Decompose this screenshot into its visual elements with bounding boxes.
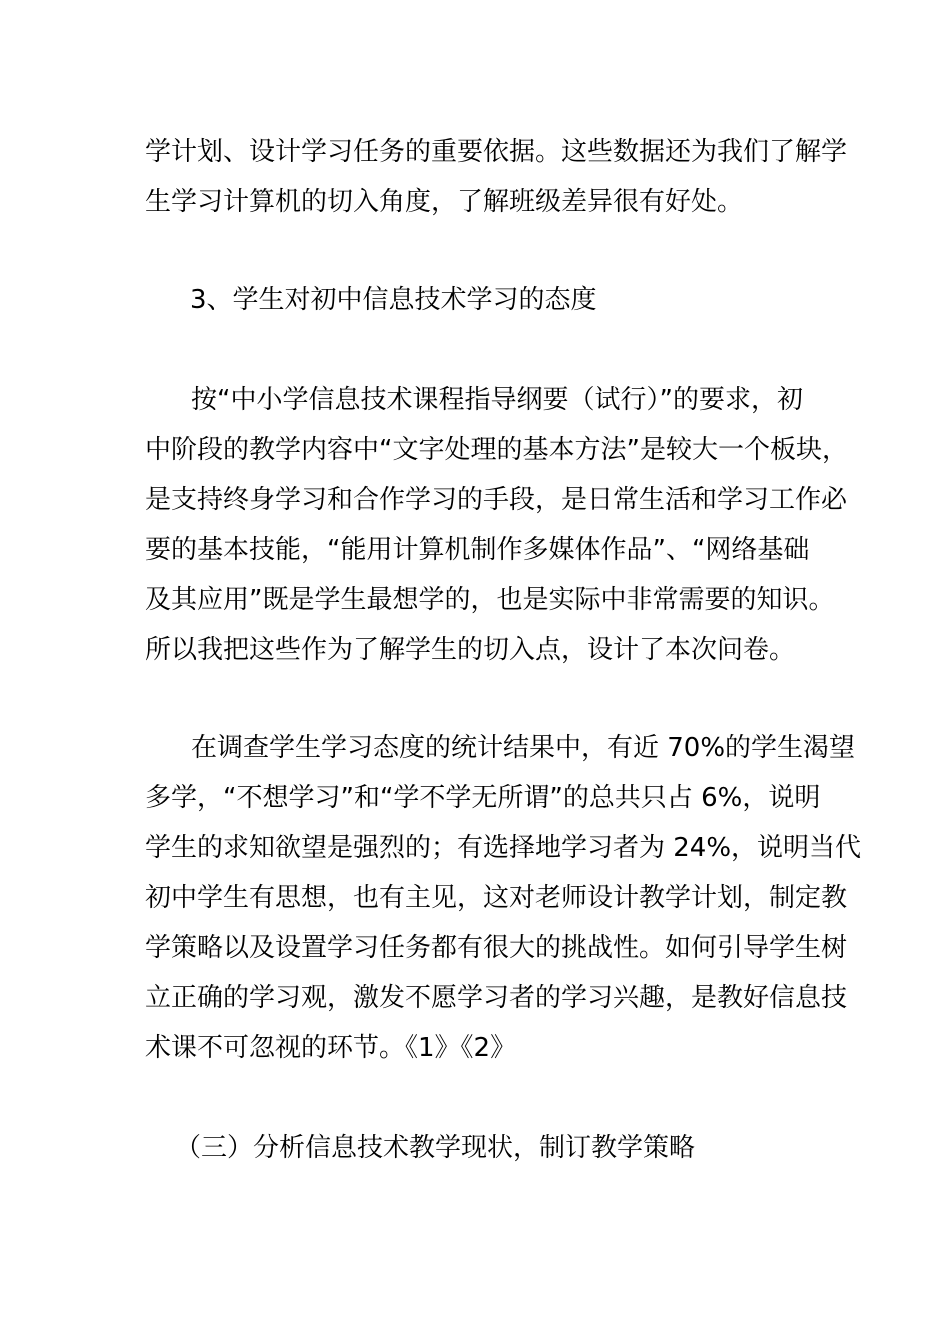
paragraph-2-line-4: 要的基本技能，“能用计算机制作多媒体作品”、“网络基础: [145, 535, 810, 565]
section-heading-3: （三）分析信息技术教学现状，制订教学策略: [175, 1133, 696, 1163]
paragraph-1-line-2: 生学习计算机的切入角度，了解班级差异很有好处。: [145, 187, 744, 217]
paragraph-2-line-2: 中阶段的教学内容中“文字处理的基本方法”是较大一个板块，: [145, 435, 848, 465]
paragraph-3-line-6: 立正确的学习观，激发不愿学习者的学习兴趣，是教好信息技: [145, 983, 848, 1013]
paragraph-3-line-3: 学生的求知欲望是强烈的；有选择地学习者为 24%，说明当代: [145, 833, 862, 863]
paragraph-1-line-1: 学计划、设计学习任务的重要依据。这些数据还为我们了解学: [145, 137, 848, 167]
paragraph-2-line-3: 是支持终身学习和合作学习的手段，是日常生活和学习工作必: [145, 485, 848, 515]
paragraph-3-line-2: 多学，“不想学习”和“学不学无所谓”的总共只占 6%，说明: [145, 783, 821, 813]
paragraph-3-line-7: 术课不可忽视的环节。《1》《2》: [145, 1033, 517, 1063]
subheading-3: 3、学生对初中信息技术学习的态度: [190, 285, 597, 315]
paragraph-2-line-1: 按“中小学信息技术课程指导纲要（试行）”的要求，初: [191, 385, 803, 415]
paragraph-3-line-4: 初中学生有思想，也有主见，这对老师设计教学计划，制定教: [145, 883, 848, 913]
paragraph-2-line-6: 所以我把这些作为了解学生的切入点，设计了本次问卷。: [145, 635, 796, 665]
paragraph-3-line-5: 学策略以及设置学习任务都有很大的挑战性。如何引导学生树: [145, 933, 848, 963]
paragraph-2-line-5: 及其应用”既是学生最想学的，也是实际中非常需要的知识。: [145, 585, 835, 615]
paragraph-3-line-1: 在调查学生学习态度的统计结果中，有近 70%的学生渴望: [191, 733, 856, 763]
